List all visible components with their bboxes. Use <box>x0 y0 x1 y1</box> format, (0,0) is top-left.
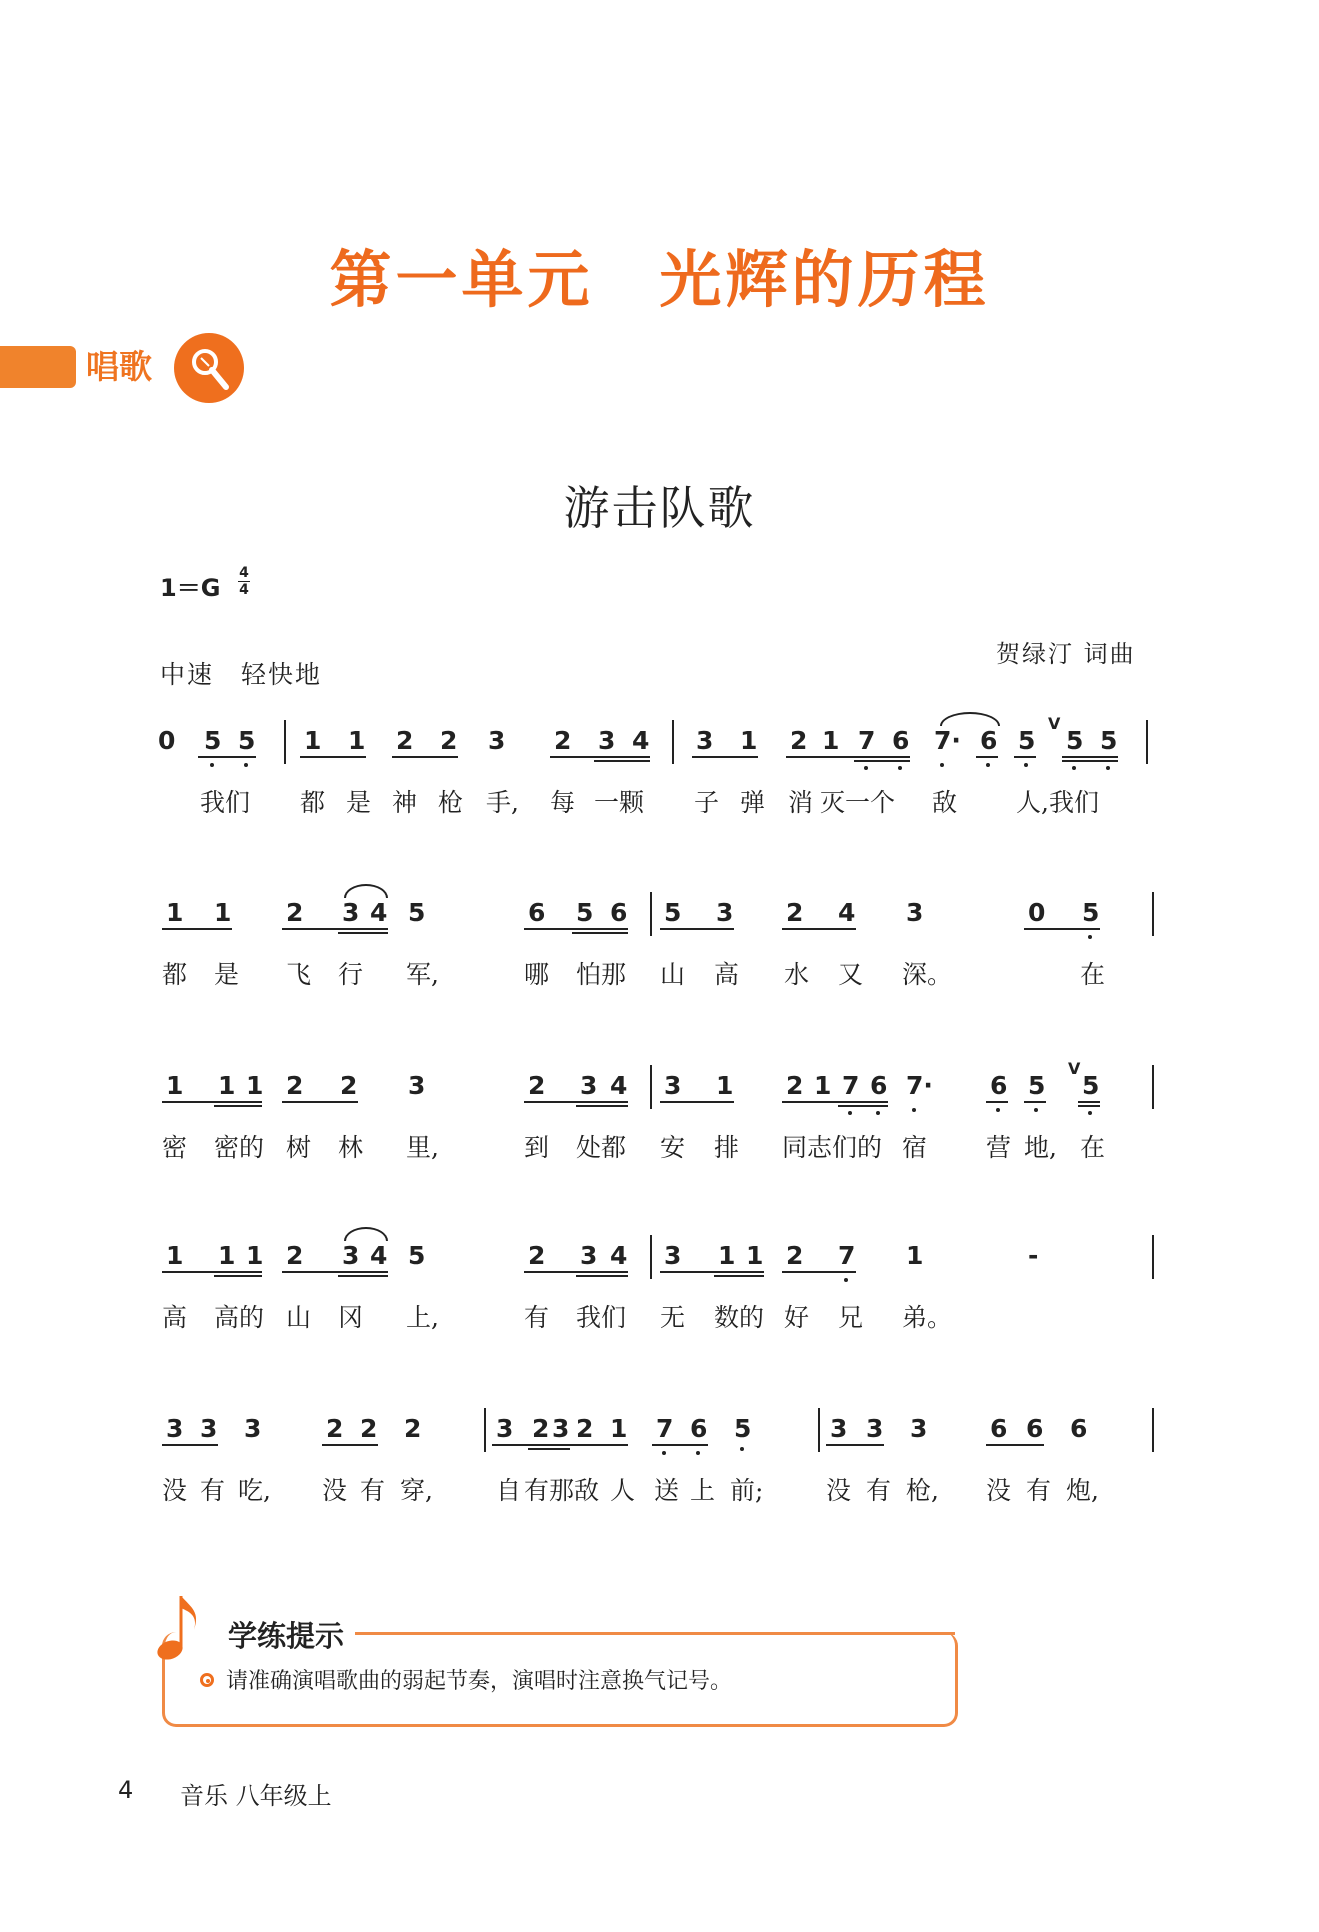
lyric: 消 <box>788 788 814 817</box>
lyric: 密的 <box>214 1133 265 1162</box>
lyric: 有那敌 <box>524 1476 600 1505</box>
lyric: 上 <box>690 1476 716 1505</box>
lyric: 没 <box>986 1476 1012 1505</box>
lyric: 有 <box>1026 1476 1052 1505</box>
credit: 贺绿汀 词曲 <box>996 640 1136 668</box>
note: 1 <box>716 1071 734 1100</box>
section-tag-bar <box>0 346 76 388</box>
note: 4 <box>370 1241 388 1270</box>
lyric: 灭一个 <box>820 788 896 817</box>
section-tag-label: 唱歌 <box>86 347 152 386</box>
note: 6 <box>870 1071 888 1100</box>
lyric: 好 <box>784 1303 810 1332</box>
note: 5 <box>408 898 426 927</box>
lyric: 我们 <box>576 1303 627 1332</box>
lyric: 处都 <box>576 1133 627 1162</box>
note: 3 <box>408 1071 426 1100</box>
note: 1 <box>218 1241 236 1270</box>
lyric: 弟。 <box>902 1303 953 1332</box>
note: 3 <box>716 898 734 927</box>
note: 2 <box>286 898 304 927</box>
lyric: 都 <box>300 788 326 817</box>
note: 6 <box>1026 1414 1044 1443</box>
note: 5 <box>664 898 682 927</box>
tip-title: 学练提示 <box>228 1614 352 1655</box>
lyric: 手, <box>486 788 519 817</box>
lyric: 无 <box>660 1303 686 1332</box>
note: 3 <box>866 1414 884 1443</box>
note: 6 <box>990 1414 1008 1443</box>
lyric: 子 <box>694 788 720 817</box>
note: 2 <box>528 1071 546 1100</box>
note: 6 <box>690 1414 708 1443</box>
lyric: 兄 <box>838 1303 864 1332</box>
lyric: 是 <box>214 960 240 989</box>
note: 1 <box>610 1414 628 1443</box>
lyric: 高 <box>714 960 740 989</box>
note: 7 <box>838 1241 856 1270</box>
note: 7· <box>906 1071 933 1100</box>
note: 2 <box>440 726 458 755</box>
lyric: 人 <box>610 1476 636 1505</box>
note: 3 <box>244 1414 262 1443</box>
lyric: 敌 <box>932 788 958 817</box>
note: 7 <box>842 1071 860 1100</box>
note: 2 <box>340 1071 358 1100</box>
note: 1 <box>246 1071 264 1100</box>
note: 5 <box>576 898 594 927</box>
note: 2 <box>528 1241 546 1270</box>
lyric: 山 <box>286 1303 312 1332</box>
note: 3 <box>830 1414 848 1443</box>
note: 2 <box>360 1414 378 1443</box>
note: 3 <box>166 1414 184 1443</box>
lyric: 弹 <box>740 788 766 817</box>
lyric: 在 <box>1080 960 1106 989</box>
lyric: 上, <box>406 1303 439 1332</box>
note: 2 <box>396 726 414 755</box>
lyric: 我们 <box>200 788 251 817</box>
lyric: 是 <box>346 788 372 817</box>
lyric: 林 <box>338 1133 364 1162</box>
note: 1 <box>906 1241 924 1270</box>
note: 6 <box>610 898 628 927</box>
lyric: 自 <box>496 1476 522 1505</box>
note: 3 <box>342 1241 360 1270</box>
note: 5 <box>204 726 222 755</box>
lyric: 在 <box>1080 1133 1106 1162</box>
lyric: 怕那 <box>576 960 627 989</box>
key-signature: 1＝G <box>160 574 221 602</box>
tempo-marking: 中速 轻快地 <box>160 660 323 689</box>
time-signature-bottom: 4 <box>239 582 249 598</box>
note: 1 <box>166 898 184 927</box>
note: 3 <box>910 1414 928 1443</box>
note: 0 <box>1028 898 1046 927</box>
note: 3 <box>664 1241 682 1270</box>
note: 3 <box>552 1414 570 1443</box>
note: 2 <box>790 726 808 755</box>
note: 5 <box>1028 1071 1046 1100</box>
note: 4 <box>838 898 856 927</box>
note: 5 <box>1018 726 1036 755</box>
lyric: 都 <box>162 960 188 989</box>
lyric: 宿 <box>902 1133 928 1162</box>
note: 7 <box>656 1414 674 1443</box>
song-title: 游击队歌 <box>563 481 756 535</box>
lyric: 没 <box>162 1476 188 1505</box>
note: 6 <box>528 898 546 927</box>
lyric: 山 <box>660 960 686 989</box>
note: 6 <box>990 1071 1008 1100</box>
lyric: 吃, <box>238 1476 271 1505</box>
note: 5 <box>238 726 256 755</box>
note: 1 <box>822 726 840 755</box>
bullet-icon <box>200 1673 214 1687</box>
page-number: 4 <box>118 1776 134 1804</box>
note: 2 <box>326 1414 344 1443</box>
note: 3 <box>488 726 506 755</box>
tip-box-top-border <box>355 1632 955 1635</box>
note: 5 <box>408 1241 426 1270</box>
note: 2 <box>554 726 572 755</box>
lyric: 冈 <box>338 1303 364 1332</box>
lyric: 高 <box>162 1303 188 1332</box>
note: 2 <box>786 1071 804 1100</box>
lyric: 没 <box>322 1476 348 1505</box>
lyric: 没 <box>826 1476 852 1505</box>
lyric: 炮, <box>1066 1476 1099 1505</box>
note: 3 <box>598 726 616 755</box>
time-signature-top: 4 <box>239 565 249 581</box>
lyric: 里, <box>406 1133 439 1162</box>
lyric: 枪, <box>906 1476 939 1505</box>
note: 3 <box>906 898 924 927</box>
microphone-icon <box>174 333 244 403</box>
note: 7 <box>858 726 876 755</box>
lyric: 同志们的 <box>782 1133 883 1162</box>
note: 6 <box>892 726 910 755</box>
lyric: 一颗 <box>594 788 645 817</box>
lyric: 有 <box>200 1476 226 1505</box>
unit-title: 第一单元 光辉的历程 <box>329 243 990 316</box>
note: 1 <box>740 726 758 755</box>
note: 4 <box>370 898 388 927</box>
note: 1 <box>218 1071 236 1100</box>
note: 5 <box>1082 898 1100 927</box>
note: 2 <box>576 1414 594 1443</box>
note: 2 <box>786 898 804 927</box>
lyric: 行 <box>338 960 364 989</box>
note: 5 <box>1100 726 1118 755</box>
lyric: 数的 <box>714 1303 765 1332</box>
note: 4 <box>610 1071 628 1100</box>
lyric: 安 <box>660 1133 686 1162</box>
lyric: 人,我们 <box>1016 788 1099 817</box>
lyric: 军, <box>406 960 439 989</box>
note: 5 <box>734 1414 752 1443</box>
lyric: 排 <box>714 1133 740 1162</box>
lyric: 营 <box>986 1133 1012 1162</box>
note: 1 <box>746 1241 764 1270</box>
note: 2 <box>404 1414 422 1443</box>
note: 3 <box>342 898 360 927</box>
book-name: 音乐 八年级上 <box>180 1782 332 1810</box>
note: 1 <box>718 1241 736 1270</box>
note: 6 <box>1070 1414 1088 1443</box>
note: 1 <box>246 1241 264 1270</box>
lyric: 送 <box>654 1476 680 1505</box>
note: 3 <box>696 726 714 755</box>
note: 2 <box>532 1414 550 1443</box>
lyric: 地, <box>1024 1133 1057 1162</box>
note: 1 <box>814 1071 832 1100</box>
note: 4 <box>632 726 650 755</box>
lyric: 有 <box>866 1476 892 1505</box>
lyric: 每 <box>550 788 576 817</box>
note: 0 <box>158 726 176 755</box>
note: 1 <box>166 1241 184 1270</box>
note: 6 <box>980 726 998 755</box>
lyric: 树 <box>286 1133 312 1162</box>
note: 2 <box>786 1241 804 1270</box>
lyric: 又 <box>838 960 864 989</box>
lyric: 前; <box>730 1476 764 1505</box>
lyric: 高的 <box>214 1303 265 1332</box>
lyric: 有 <box>360 1476 386 1505</box>
note: 4 <box>610 1241 628 1270</box>
note: - <box>1028 1241 1039 1270</box>
note: 5 <box>1066 726 1084 755</box>
music-note-icon <box>150 1586 210 1670</box>
note: 1 <box>214 898 232 927</box>
note: 2 <box>286 1241 304 1270</box>
note: 1 <box>348 726 366 755</box>
lyric: 哪 <box>524 960 550 989</box>
note: 3 <box>664 1071 682 1100</box>
lyric: 飞 <box>286 960 312 989</box>
note: 3 <box>580 1071 598 1100</box>
note: 3 <box>496 1414 514 1443</box>
lyric: 神 <box>392 788 418 817</box>
note: 5 <box>1082 1071 1100 1100</box>
note: 2 <box>286 1071 304 1100</box>
note: 1 <box>166 1071 184 1100</box>
lyric: 密 <box>162 1133 188 1162</box>
lyric: 到 <box>524 1133 550 1162</box>
note: 3 <box>200 1414 218 1443</box>
lyric: 水 <box>784 960 810 989</box>
note: 1 <box>304 726 322 755</box>
note: 3 <box>580 1241 598 1270</box>
tip-text: 请准确演唱歌曲的弱起节奏，演唱时注意换气记号。 <box>226 1669 733 1694</box>
lyric: 有 <box>524 1303 550 1332</box>
time-signature <box>238 566 250 597</box>
lyric: 深。 <box>902 960 953 989</box>
note: 7· <box>934 726 961 755</box>
lyric: 穿, <box>400 1476 433 1505</box>
lyric: 枪 <box>438 788 464 817</box>
